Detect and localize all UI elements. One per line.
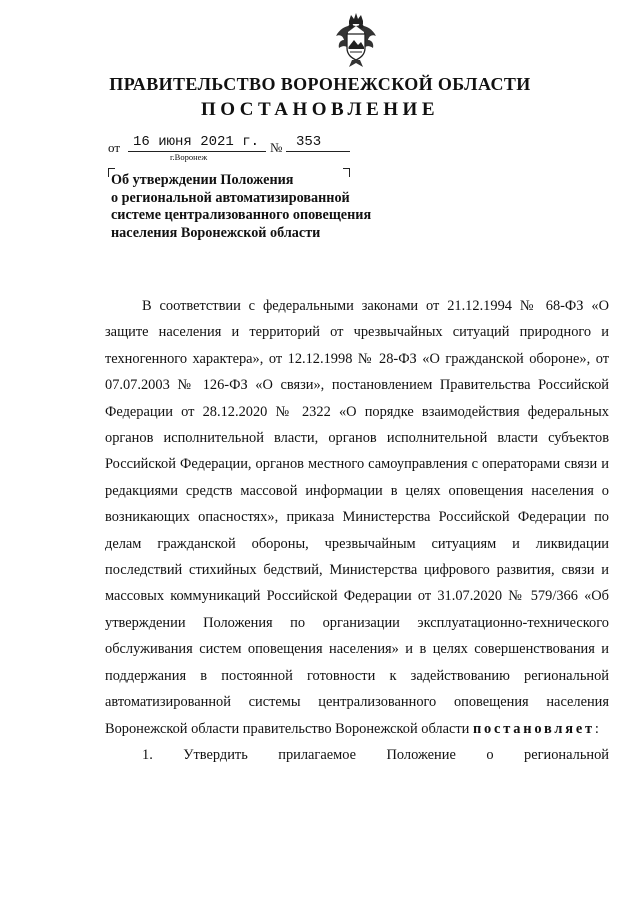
decree-colon: : bbox=[594, 720, 599, 737]
number-prefix: № bbox=[270, 140, 283, 155]
city-label: г.Воронеж bbox=[170, 152, 208, 162]
document-number: 353 bbox=[296, 134, 322, 150]
preamble-text: В соответствии с федеральными законами от 21.12.1994 № 68-ФЗ «О защите населения и территорий от чрезвычайных ситуаций природного и техногенного характера», от 12.12.1998 № 28-ФЗ «О гражданской обороне», от 07.07.2003 № 126-ФЗ «О связи», постановлением Правительства Российской Федерации от 28.12.2020 № 2322 «О порядке взаимодействия федеральных органов исполнительной власти, органов исполнительной власти субъектов Российской Федерации, органов местного самоуправления с операторами связи и редакциями средств массовой информации в целях оповещения населения о возникающих опасностях», приказа Министерства Российской Федерации по делам гражданской обороны, чрезвычайным ситуациям и ликвидации последствий стихийных бедствий, Министерства цифрового развития, связи и массовых коммуникаций Российской Федерации от 31.07.2020 № 579/366 «Об утверждении Положения по организации эксплуатационно-технического обслуживания систем оповещения населения» и в целях совершенствования и поддержания в постоянной готовности к задействованию региональной автоматизированной системы централизованного оповещения населения Воронежской области правительство Воронежской области bbox=[105, 298, 609, 737]
subject-line: о региональной автоматизированной bbox=[111, 189, 350, 206]
subject-line: населения Воронежской области bbox=[111, 224, 321, 241]
decree-word: постановляет bbox=[472, 720, 595, 737]
coat-of-arms-icon bbox=[334, 12, 378, 70]
organization-title: ПРАВИТЕЛЬСТВО ВОРОНЕЖСКОЙ ОБЛАСТИ bbox=[109, 74, 531, 94]
document-type-title: ПОСТАНОВЛЕНИЕ bbox=[200, 99, 440, 120]
document-subject bbox=[111, 172, 431, 242]
document-date: 16 июня 2021 г. bbox=[133, 134, 260, 150]
subject-line: Об утверждении Положения bbox=[111, 172, 294, 188]
number-underline bbox=[286, 151, 350, 152]
subject-line: системе централизованного оповещения bbox=[111, 207, 372, 223]
document-meta bbox=[108, 134, 408, 164]
preamble-paragraph bbox=[105, 293, 609, 742]
date-prefix: от bbox=[108, 140, 121, 155]
item-1-paragraph: 1. Утвердить прилагаемое Положение о региональной bbox=[142, 746, 609, 763]
document-body bbox=[105, 293, 609, 768]
